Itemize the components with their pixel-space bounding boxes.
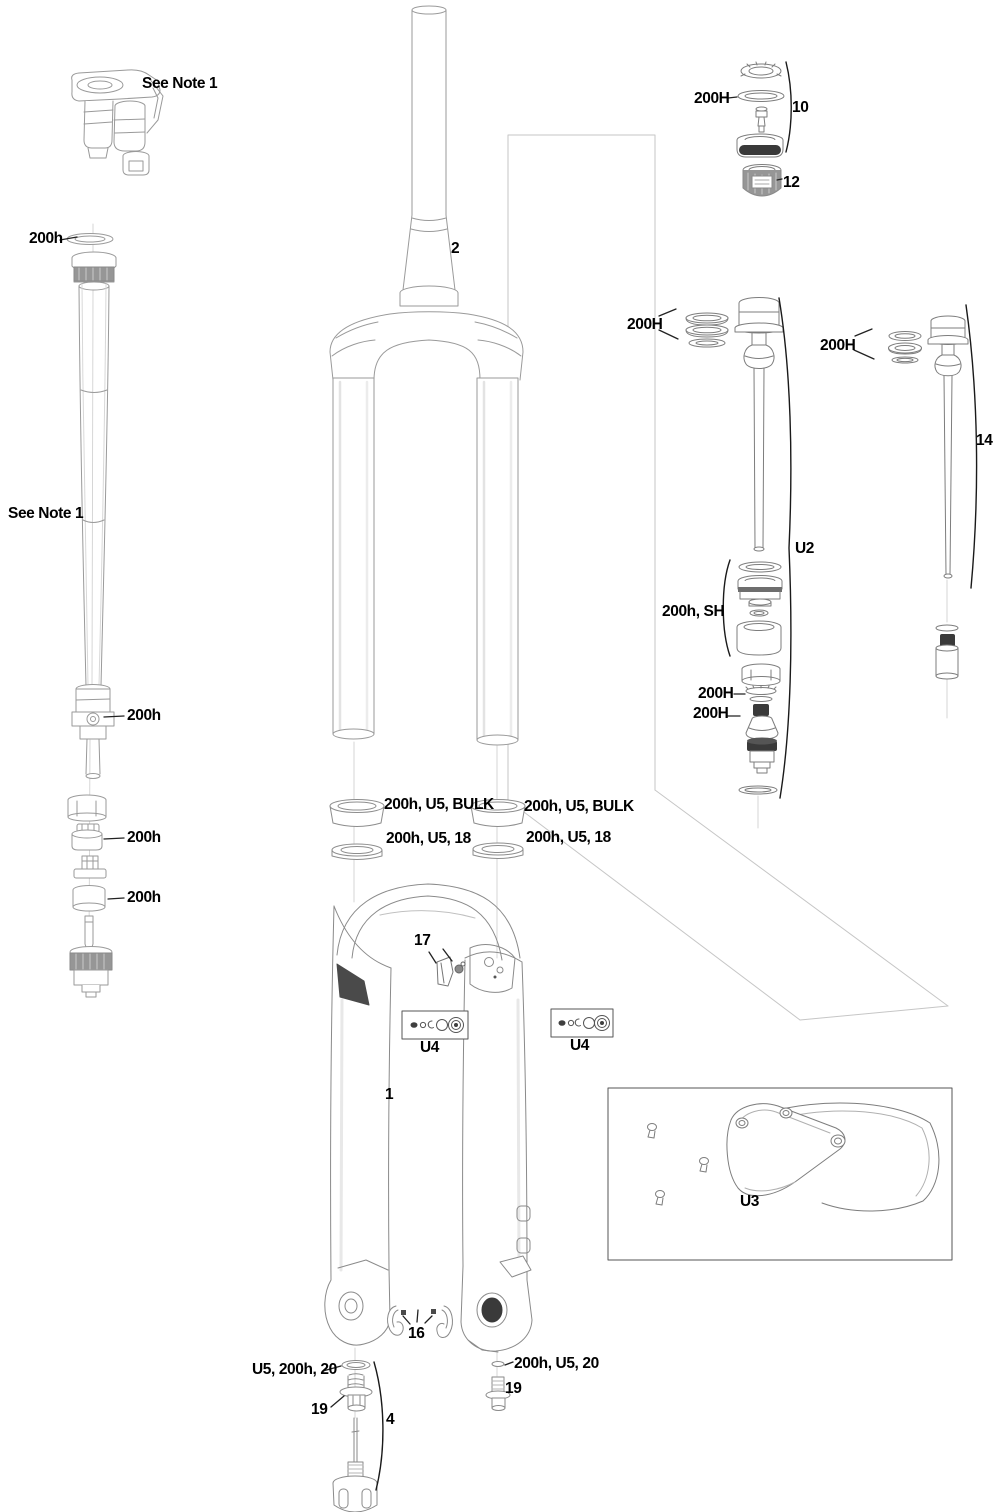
rebound-damper-drawing bbox=[739, 664, 780, 794]
fender-kit-drawing bbox=[608, 1088, 952, 1260]
label-shaft-14: 14 bbox=[976, 432, 993, 449]
label-dust-seal-left: 200h, U5, BULK bbox=[384, 796, 494, 813]
glide-rings-mid-drawing bbox=[686, 313, 728, 347]
label-shaft-seal-upper: 200h bbox=[127, 829, 161, 846]
label-seal-head-sh: 200h, SH bbox=[662, 603, 725, 620]
fender-bolt-drawing bbox=[437, 957, 465, 986]
label-group-u2: U2 bbox=[795, 540, 815, 557]
label-crush-washer-right: 200h, U5, 20 bbox=[514, 1355, 599, 1372]
label-shaft-seal-lower: 200h bbox=[127, 889, 161, 906]
label-group-10: 10 bbox=[792, 99, 809, 116]
label-see-note-1-top: See Note 1 bbox=[142, 75, 218, 92]
glide-rings-right-drawing bbox=[889, 332, 922, 364]
steerer-crown-drawing bbox=[330, 6, 523, 380]
label-rebound-seal: 200H bbox=[693, 705, 729, 722]
label-foam-ring-right: 200h, U5, 18 bbox=[526, 829, 611, 846]
label-rebound-group-4: 4 bbox=[386, 1411, 395, 1428]
label-air-piston-200h: 200h bbox=[127, 707, 161, 724]
label-lower-leg-1: 1 bbox=[385, 1086, 394, 1103]
seal-head-drawing bbox=[737, 562, 782, 655]
label-valve-seal-200H: 200H bbox=[694, 90, 730, 107]
label-decal-u4-right: U4 bbox=[570, 1037, 590, 1054]
air-valve-cap-drawing bbox=[737, 62, 784, 196]
label-foam-ring-left: 200h, U5, 18 bbox=[386, 830, 471, 847]
label-fender-u3: U3 bbox=[740, 1193, 760, 1210]
label-rebound-washer: 200H bbox=[698, 685, 734, 702]
decal-kit-left-drawing bbox=[402, 1011, 468, 1039]
label-fender-bolt-17: 17 bbox=[414, 932, 431, 949]
label-rings-mid-200H: 200H bbox=[627, 316, 663, 333]
stanchion-tubes-drawing bbox=[333, 378, 518, 745]
label-oring-topcap: 200h bbox=[29, 230, 63, 247]
label-rings-right-200H: 200H bbox=[820, 337, 856, 354]
label-bolt-19-right: 19 bbox=[505, 1380, 522, 1397]
decal-kit-right-drawing bbox=[551, 1009, 613, 1037]
label-crush-washer-left: U5, 200h, 20 bbox=[252, 1361, 337, 1378]
label-dust-seal-right: 200h, U5, BULK bbox=[524, 798, 634, 815]
label-see-note-1-left: See Note 1 bbox=[8, 505, 84, 522]
label-steerer-2: 2 bbox=[451, 240, 460, 257]
foam-ring-right-drawing bbox=[473, 843, 523, 859]
label-cap-12: 12 bbox=[783, 174, 800, 191]
damper-region-outline bbox=[508, 135, 948, 1020]
air-piston-drawing bbox=[72, 685, 114, 779]
foam-ring-left-drawing bbox=[332, 844, 382, 860]
label-bolt-19-left: 19 bbox=[311, 1401, 328, 1418]
label-decal-u4-left: U4 bbox=[420, 1039, 440, 1056]
air-topcap-drawing bbox=[67, 234, 116, 283]
air-shaft-hardware-drawing bbox=[68, 795, 112, 997]
damper-shaft-right-drawing bbox=[928, 316, 968, 679]
dust-seal-left-drawing bbox=[330, 800, 384, 827]
damper-shaft-mid-drawing bbox=[735, 298, 783, 552]
lower-legs-drawing bbox=[325, 884, 532, 1352]
label-hose-guide-16: 16 bbox=[408, 1325, 425, 1342]
air-shaft-drawing bbox=[79, 282, 109, 686]
